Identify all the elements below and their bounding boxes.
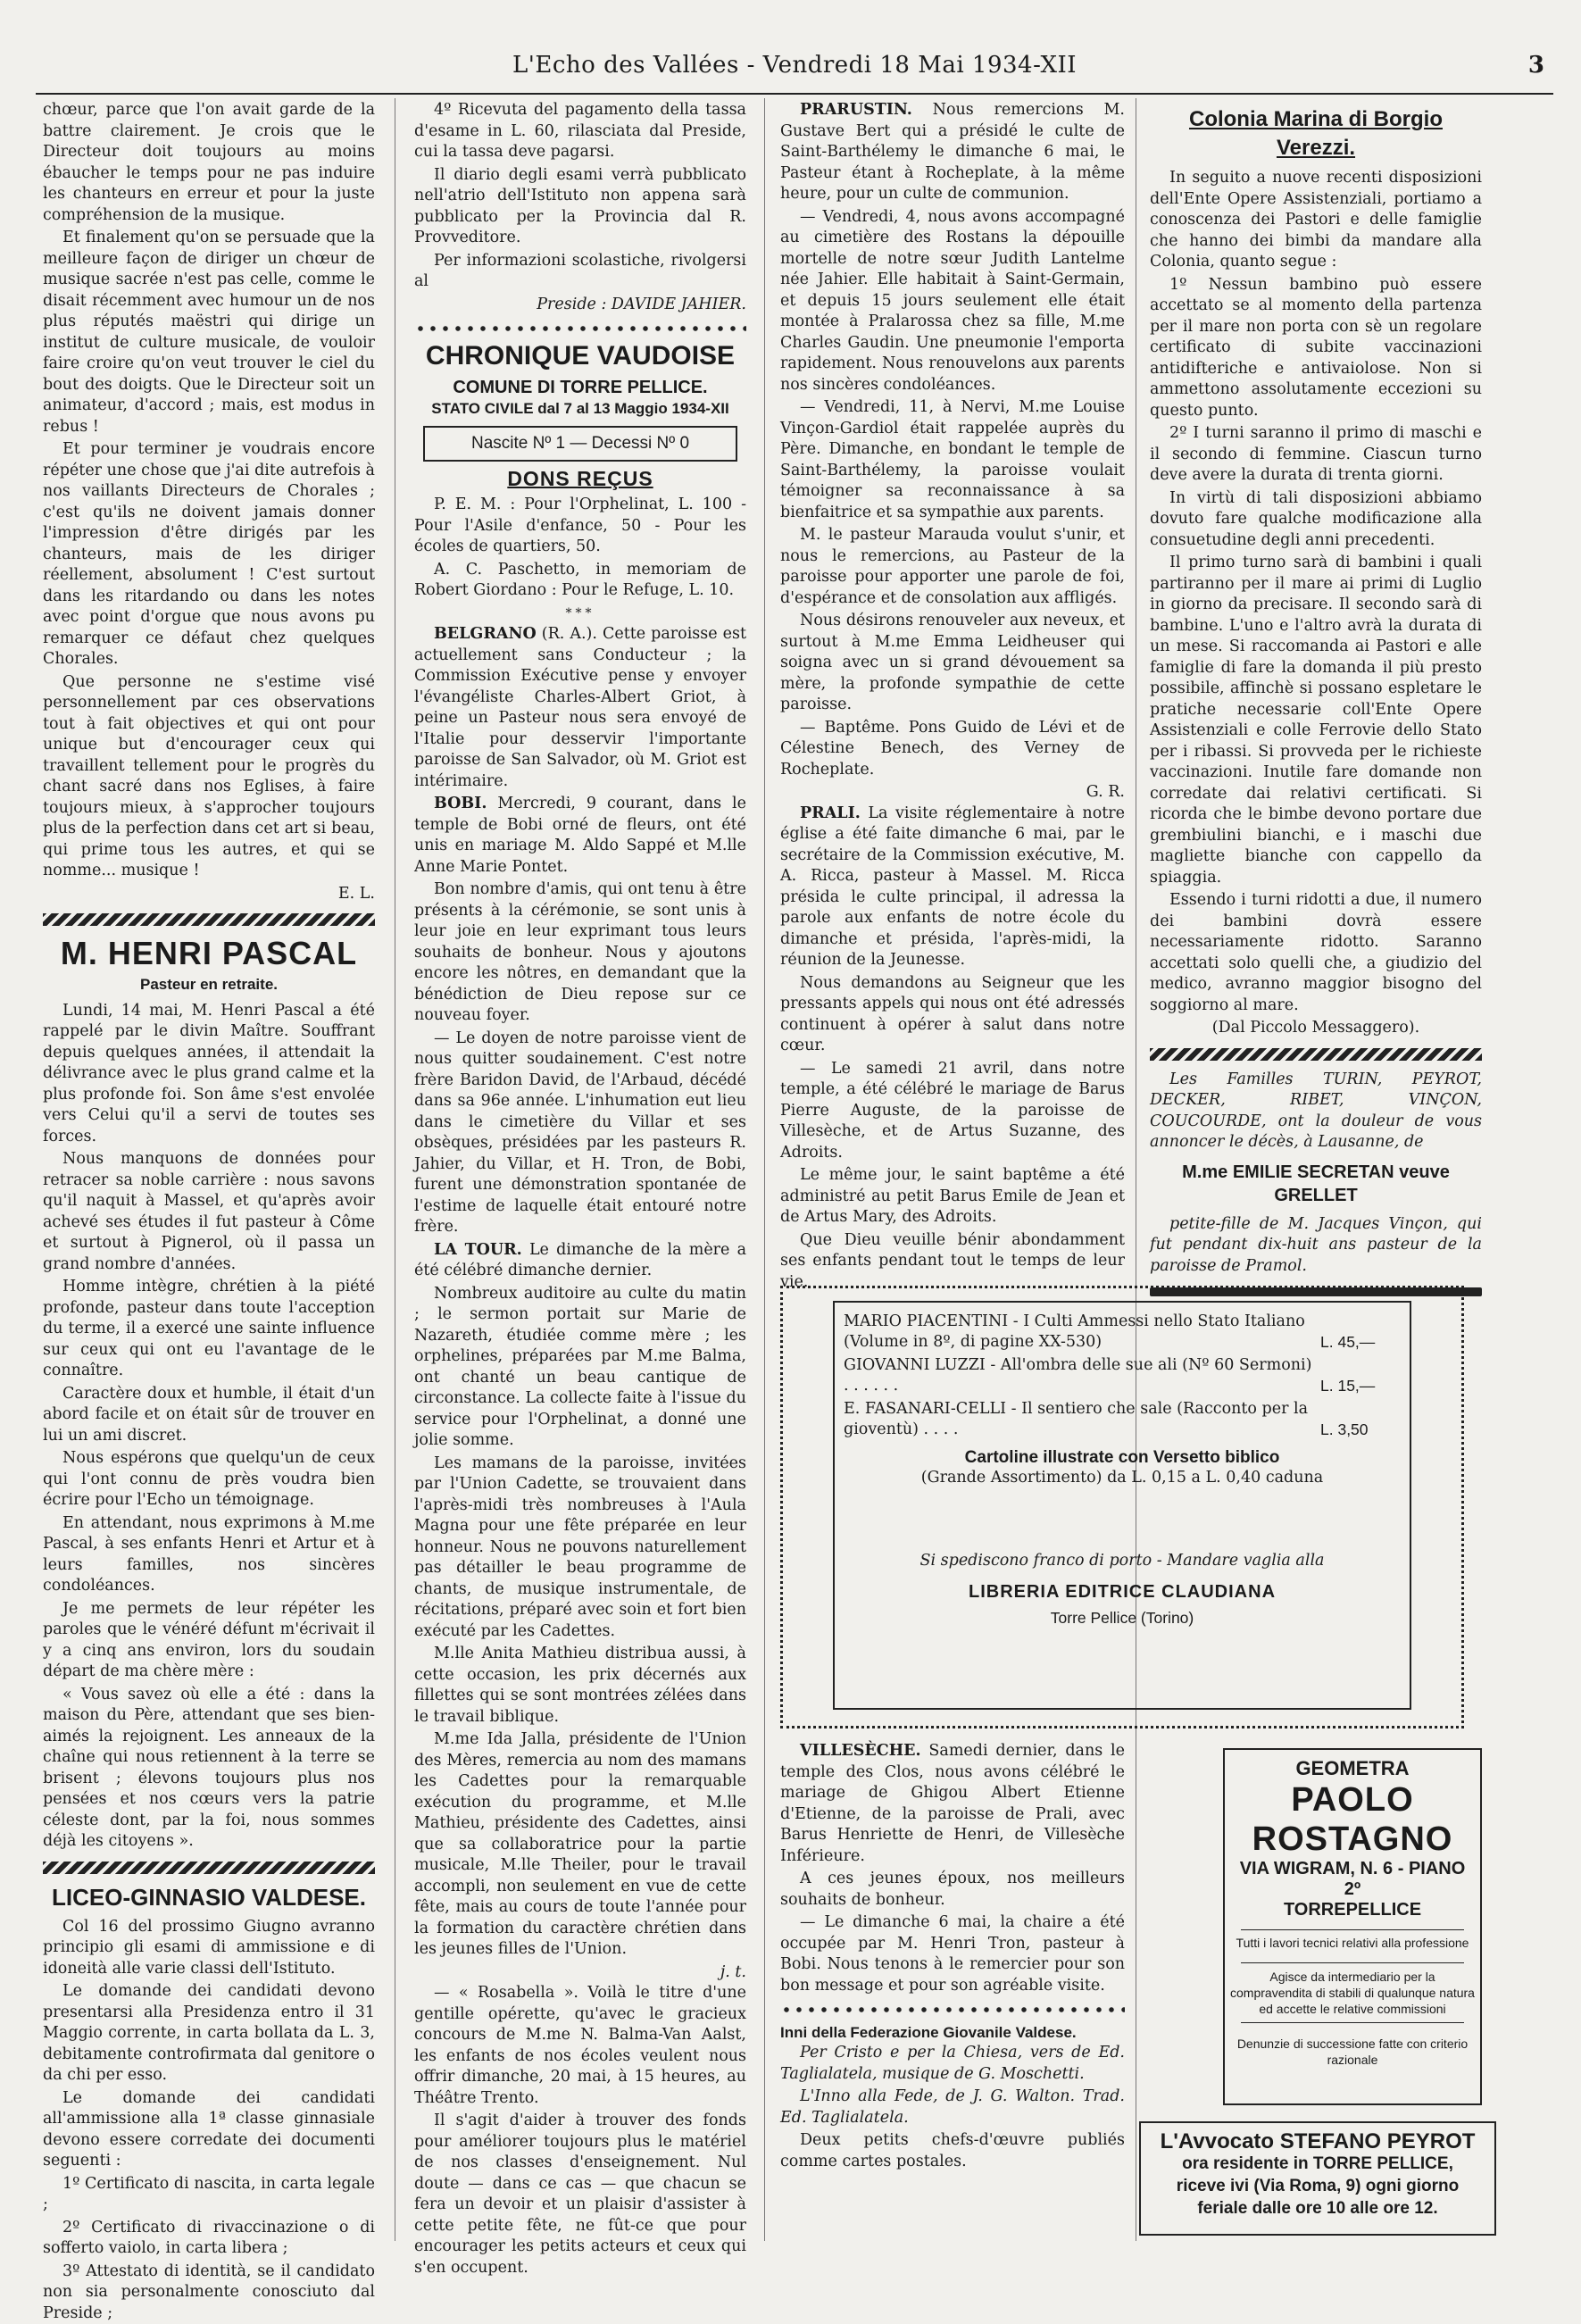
masthead-title: L'Echo des Vallées - Vendredi 18 Mai 1934-XII [36,52,1553,79]
book-price: L. 45,— [1320,1332,1401,1353]
article-paragraph: In virtù di tali disposizioni abbiamo dovuto fare qualche modificazione alla consuetudine degli anni precedenti. [1150,488,1482,552]
ad-line: Denunzie di successione fatte con criterio razionale [1230,2036,1475,2068]
place-name: PRALI. [800,804,861,822]
book-listing [844,1355,1401,1396]
article-paragraph [414,624,746,792]
article-paragraph: — Vendredi, 4, nous avons accompagné au cimetière des Rostans la dépouille mortelle de notre sœur Judith Lantelme née Jahier. Elle habitait à Saint-Germain, et depuis 15 jours seulement elle était montée à Pralarossa chez sa fille, M.me Charles Gaudin. Une pneumonie l'emporta rapidement. Nous renouvelons aux parents nos sincères condoléances. [780,207,1125,396]
article-paragraph [780,100,1125,205]
comune-title: COMUNE DI TORRE PELLICE. [414,376,746,399]
article-paragraph: Il diario degli esami verrà pubblicato nell'atrio dell'Istituto non appena sarà pubblicato per la Provincia dal R. Provveditore. [414,165,746,249]
paragraph-text: Le dimanche de la mère a été célébré dimanche dernier. [414,1241,746,1280]
column-3-lower [780,1741,1125,2174]
dons-title: DONS REÇUS [414,469,746,490]
section-divider [43,1862,375,1874]
article-paragraph: chœur, parce que l'on avait garde de la battre clairement. Je crois que le Directeur doit toujours au moins ébaucher le temps pour ne pas induire les chanteurs en erreur et pour la juste compréhension de la musique. [43,100,375,226]
ad-divider [1241,1929,1464,1930]
book-price: L. 15,— [1320,1376,1401,1396]
list-item: 3º Attestato di identità, se il candidato non sia personalmente conosciuto dal Preside ; [43,2262,375,2324]
book-listing [844,1399,1401,1440]
chronique-title: CHRONIQUE VAUDOISE [414,342,746,371]
section-divider [414,322,746,335]
inni-title: Inni della Federazione Giovanile Valdese. [780,2023,1125,2043]
article-paragraph: A. C. Paschetto, in memoriam de Robert Giordano : Pour le Refuge, L. 10. [414,560,746,602]
death-notice-text: Les Familles TURIN, PEYROT, DECKER, RIBET, VINÇON, COUCOURDE, ont la douleur de vous annoncer le décès, à Lausanne, de [1150,1070,1482,1154]
article-paragraph: Nous désirons renouveler aux neveux, et surtout à M.me Emma Leidheuser qui soigna avec un si grand dévouement sa mère, la profonde sympathie de cette paroisse. [780,611,1125,716]
article-paragraph: Deux petits chefs-d'œuvre publiés comme cartes postales. [780,2130,1125,2172]
article-paragraph: Il primo turno sarà di bambini i quali partiranno per il mare ai primi di Luglio in giorno da precisare. Il secondo sarà di bambine. L'uno e l'altro avrà la durata di un mese. Si raccomanda ai Pastori e alle famiglie di fare la domanda il più presto possibile, affinchè si possano espletare le pratiche necessarie coll'Ente Opere Assistenziali e colle Ferrovie dello Stato per i ribassi. Si provveda per le richieste vaccinazioni. Inutile fare domande non corredate dai relativi certificati. Si ricorda che le bimbe devono portare due grembiulini bianchi, e i maschi due magliette bianche con cappello da spiaggia. [1150,553,1482,888]
publisher-location: Torre Pellice (Torino) [844,1608,1401,1628]
book-title: GIOVANNI LUZZI - All'ombra delle sue ali (Nº 60 Sermoni) . . . . . . [844,1355,1320,1396]
book-listing [844,1312,1401,1353]
column-3 [780,100,1125,1279]
ad-divider [1241,1962,1464,1963]
article-paragraph: Nous manquons de données pour retracer sa noble carrière : nous savons qu'il naquit à Massel, et qu'après avoir achevé ses études il fut pasteur à Côme et surtout à Pignerol, où il passa un grand nombre d'années. [43,1149,375,1275]
separator-stars: *** [414,604,746,625]
article-paragraph: P. E. M. : Pour l'Orphelinat, L. 100 - Pour l'Asile d'enfance, 50 - Pour les écoles de quartiers, 50. [414,495,746,558]
list-item: 4º Ricevuta del pagamento della tassa d'esame in L. 60, rilasciata dal Preside, cui la tassa deve pagarsi. [414,100,746,163]
page-number: 3 [1528,52,1544,79]
cartoline-title: Cartoline illustrate con Versetto biblico [844,1447,1401,1468]
article-paragraph: A ces jeunes époux, nos meilleurs souhaits de bonheur. [780,1869,1125,1911]
article-paragraph: Bon nombre d'amis, qui ont tenu à être présents à la cérémonie, se sont unis à leur joie en leur exprimant tous leurs souhaits de bonheur. Nous y ajoutons encore les nôtres, en demandant que la bénédiction de Dieu repose sur ce nouveau foyer. [414,879,746,1027]
death-notice-text: petite-fille de M. Jacques Vinçon, qui fut pendant dix-huit ans pasteur de la paroisse de Pramol. [1150,1214,1482,1278]
article-paragraph: Il s'agit d'aider à trouver des fonds pour améliorer toujours plus le matériel de nos classes d'enseignement. Nul doute — dans ce cas — que chacun se fera un devoir et un plaisir d'assister à cette petite fête, ne fût-ce que pour encourager les petits acteurs et ceux qui s'en occupent. [414,2111,746,2278]
place-name: PRARUSTIN. [800,101,912,119]
section-divider [780,2003,1125,2016]
article-paragraph: Col 16 del prossimo Giugno avranno principio gli esami di ammissione e di idoneità alle varie classi dell'Istituto. [43,1917,375,1980]
ad-line: Tutti i lavori tecnici relativi alla professione [1230,1936,1475,1950]
article-paragraph: Le même jour, le saint baptême a été administré au petit Barus Emile de Jean et de Artus Mary, des Adroits. [780,1165,1125,1229]
article-paragraph: Essendo i turni ridotti a due, il numero dei bambini dovrà essere necessariamente ridotto. Saranno accettati solo quelli che, a giudizio del medico, avranno maggior bisogno del soggiorno al mare. [1150,890,1482,1016]
article-paragraph: Je me permets de leur répéter les paroles que le vénéré défunt m'écrivait il y a cinq ans environ, lors du soudain départ de ma chère mère : [43,1599,375,1683]
place-name: BOBI. [434,795,487,812]
ad-line: Agisce da intermediario per la compravendita di stabili di qualunque natura ed accette le relative commissioni [1230,1969,1475,2017]
column-1 [43,100,375,2238]
stato-civile: STATO CIVILE dal 7 al 13 Maggio 1934-XII [414,399,746,419]
colonia-title: Colonia Marina di Borgio Verezzi. [1150,105,1482,162]
section-divider [1150,1048,1482,1061]
article-paragraph: Nous espérons que quelqu'un de ceux qui l'ont connu de près voudra bien écrire pour l'Echo un témoignage. [43,1448,375,1512]
article-paragraph: M.me Ida Jalla, présidente de l'Union des Mères, remercia au nom des mamans les Cadettes pour la remarquable exécution du programme, et M.lle Mathieu, présidente des Cadettes, ainsi que sa collaboratrice pour la partie musicale, M.lle Theiler, pour le travail accompli, non seulement en vue de cette fête, mais au cours de toute l'année pour la formation du caractère chrétien dans les jeunes filles de l'Union. [414,1729,746,1961]
column-2 [414,100,746,2238]
article-paragraph: — Le doyen de notre paroisse vient de nous quitter soudainement. C'est notre frère Baridon David, de l'Arbaud, décédé dans sa 96e année. L'inhumation eut lieu dans le cimetière du Villar et ses obsèques, présidées par les pasteurs R. Jahier, du Villar, et H. Tron, de Bobi, furent une démonstration spontanée de l'estime de laquelle était entouré notre frère. [414,1029,746,1238]
article-paragraph: L'Inno alla Fede, de J. G. Walton. Trad. Ed. Taglialatela. [780,2087,1125,2128]
cartoline-subtitle: (Grande Assortimento) da L. 0,15 a L. 0,40 caduna [844,1468,1401,1488]
article-paragraph: — Le samedi 21 avril, dans notre temple, a été célébré le mariage de Barus Pierre Auguste, de la paroisse de Villesèche, et de Artus Suzanne, des Adroits. [780,1059,1125,1164]
preside-signature: Preside : DAVIDE JAHIER. [414,295,746,316]
ad-line: feriale dalle ore 10 alle ore 12. [1146,2197,1489,2220]
book-title: E. FASANARI-CELLI - Il sentiero che sale (Racconto per la gioventù) . . . . [844,1399,1320,1440]
article-paragraph: 1º Nessun bambino può essere accettato se al momento della partenza per il mare non porta con sè un regolare certificato di subite vaccinazioni antidifteriche e antivaiolose. Non si ammettono assolutamente eccezioni su questo punto. [1150,275,1482,422]
author-initials: j. t. [414,1962,746,1984]
ad-name: L'Avvocato STEFANO PEYROT [1146,2130,1489,2153]
author-signature: E. L. [43,884,375,905]
list-item: 1º Certificato di nascita, in carta legale ; [43,2174,375,2216]
article-paragraph: Que Dieu veuille bénir abondamment ses enfants pendant tout le temps de leur vie. [780,1230,1125,1294]
ad-name: PAOLO ROSTAGNO [1230,1780,1475,1859]
article-paragraph: 2º I turni saranno il primo di maschi e il secondo di femmine. Ciascun turno deve avere la durata di trenta giorni. [1150,423,1482,487]
ad-line: riceve ivi (Via Roma, 9) ogni giorno [1146,2175,1489,2197]
article-paragraph: Que personne ne s'estime visé personnellement par ces observations tout à fait objectives et qui ont pour unique but d'encourager ceux qui travaillent tellement pour le progrès du chant sacré dans nos Eglises, à faire toujours mieux, à s'approcher toujours plus de la perfection dans cet art si beau, qui prime tous les autres, et qui se nomme... musique ! [43,672,375,882]
book-title: MARIO PIACENTINI - I Culti Ammessi nello Stato Italiano (Volume in 8º, di pagine XX-530) [844,1312,1320,1353]
article-paragraph: In seguito a nuove recenti disposizioni dell'Ente Opere Assistenziali, portiamo a conoscenza dei Pastori e delle famiglie che hanno dei bimbi da mandare alla Colonia, quanto segue : [1150,168,1482,273]
liceo-title: LICEO-GINNASIO VALDESE. [43,1883,375,1912]
article-paragraph: Per Cristo e per la Chiesa, vers de Ed. Taglialatela, musique de G. Moschetti. [780,2043,1125,2085]
article-paragraph: En attendant, nous exprimons à M.me Pascal, à ses enfants Henri et Artur et à leurs familles, nos sincères condoléances. [43,1513,375,1597]
article-paragraph: Le domande dei candidati all'ammissione alla 1ª classe ginnasiale devono essere corredate dei documenti seguenti : [43,2088,375,2172]
article-paragraph: M.lle Anita Mathieu distribua aussi, à cette occasion, les prix décernés aux fillettes qui se sont montrées zélées dans le travail biblique. [414,1644,746,1728]
place-name: VILLESÈCHE. [800,1742,921,1760]
article-paragraph: Lundi, 14 mai, M. Henri Pascal a été rappelé par le divin Maître. Souffrant depuis quelques années, il attendait la délivrance avec le plus grand calme et la plus profonde foi. Son âme s'est envolée vers Celui qu'il a servi de toutes ses forces. [43,1001,375,1148]
source-note: (Dal Piccolo Messaggero). [1150,1018,1482,1039]
claudiana-advertisement [780,1286,1464,1728]
place-name: LA TOUR. [434,1241,522,1259]
article-paragraph [780,804,1125,971]
birth-death-box: Nascite Nº 1 — Decessi Nº 0 [423,426,737,462]
ad-town: TORREPELLICE [1230,1900,1475,1920]
peyrot-advertisement [1139,2121,1496,2236]
article-paragraph: — Baptême. Pons Guido de Lévi et de Célestine Benech, des Verney de Rocheplate. [780,718,1125,781]
publisher-name: LIBRERIA EDITRICE CLAUDIANA [844,1582,1401,1603]
book-price: L. 3,50 [1320,1420,1401,1440]
article-paragraph: Per informazioni scolastiche, rivolgersi al [414,251,746,293]
article-paragraph: Caractère doux et humble, il était d'un abord facile et on était sûr de trouver en lui un ami discret. [43,1384,375,1447]
ad-inner-frame [833,1301,1411,1710]
article-paragraph: M. le pasteur Marauda voulut s'unir, et nous le remercions, au Pasteur de la paroisse pour apporter une parole de foi, d'espérance et de consolation aux affligés. [780,525,1125,609]
article-paragraph: Les mamans de la paroisse, invitées par l'Union Cadette, se trouvaient dans l'après-midi très nombreuses à l'Aula Magna pour une fête préparée en leur honneur. Nous ne pouvons naturellement pas détailler le beau programme de chants, de musique instrumentale, de récitations, préparé avec soin et fort bien exécuté par les Cadettes. [414,1454,746,1643]
article-paragraph: Le domande dei candidati devono presentarsi alla Presidenza entro il 31 Maggio corrente, in carta bollata da L. 3, debitamente controfirmata dal genitore o da chi per esso. [43,1981,375,2087]
ad-address: VIA WIGRAM, N. 6 - PIANO 2º [1230,1859,1475,1900]
paragraph-text: Nous remercions M. Gustave Bert qui a présidé le culte de Saint-Barthélemy le dimanche 6 mai, le Pasteur étant à Rocheplate, à la même heure, pour un culte de communion. [780,101,1125,203]
obituary-title: M. HENRI PASCAL [43,935,375,972]
deceased-name: M.me EMILIE SECRETAN veuve GRELLET [1150,1161,1482,1207]
ad-line: GEOMETRA [1230,1757,1475,1780]
article-paragraph: Homme intègre, chrétien à la piété profonde, pasteur dans toute l'acception du terme, il a exercé une sainte influence sur ceux qui ont eu l'avantage de le connaître. [43,1277,375,1382]
article-paragraph: — Le dimanche 6 mai, la chaire a été occupée par M. Henri Tron, pasteur à Bobi. Nous tenons à le remercier pour son bon message et pour son agréable visite. [780,1912,1125,1996]
article-paragraph: Et pour terminer je voudrais encore répéter une chose que j'ai dite autrefois à nos vaillants Directeurs de Chorales ; c'est qu'ils ne doivent jamais donner l'impression d'être dirigés par les chanteurs, mais de les diriger réellement, absolument ! C'est surtout dans les ritardando ou dans les notes avec point d'orgue que nous avons pu remarquer ce défaut chez quelques Chorales. [43,439,375,671]
article-paragraph: — « Rosabella ». Voilà le titre d'une gentille opérette, qu'avec le gracieux concours de M.me N. Balma-Van Aalst, les enfants de nos écoles veulent nous offrir dimanche, 20 mai, à 15 heures, au Théâtre Trento. [414,1983,746,2109]
rostagno-advertisement [1223,1748,1482,2105]
article-paragraph [414,794,746,878]
column-divider [764,98,765,2241]
paragraph-text: Samedi dernier, dans le temple des Clos, nous avons célébré le mariage de Ghigou Albert Etienne d'Etienne, de la paroisse de Prali, avec Barus Henriette de Henri, de Villesèche Inférieure. [780,1742,1125,1865]
paragraph-text: La visite réglementaire à notre église a été faite dimanche 6 mai, par le secrétaire de la Commission exécutive, M. A. Ricca, pasteur à Massel. M. Ricca présida le culte principal, il adressa la parole aux enfants de notre école du dimanche et présida, l'après-midi, la réunion de la Jeunesse. [780,804,1125,970]
article-paragraph: « Vous savez où elle a été : dans la maison du Père, attendant que ses bien-aimés la rejoignent. Les anneaux de la chaîne qui nous retiennent à la terre se brisent ; élevons toujours plus nos pensées et nos cœurs vers la patrie céleste dont, par la foi, nous sommes déjà les citoyens ». [43,1685,375,1853]
paragraph-text: (R. A.). Cette paroisse est actuellement sans Conducteur ; la Commission Exécutive pense y envoyer l'évangéliste Charles-Albert Griot, à peine un Pasteur nous sera envoyé de l'Italie pour desservir l'importante paroisse de San Salvador, où M. Griot est intérimaire. [414,625,746,790]
shipping-note: Si spediscono franco di porto - Mandare vaglia alla [844,1551,1401,1571]
article-paragraph: Nombreux auditoire au culte du matin ; le sermon portait sur Marie de Nazareth, étudiée comme mère ; les orphelines, préparées par M.me Balma, ont chanté un beau cantique de circonstance. La collecte faite à l'issue du service pour l'Orphelinat, a donné une jolie somme. [414,1284,746,1452]
article-paragraph: — Vendredi, 11, à Nervi, M.me Louise Vinçon-Gardiol était rappelée auprès du Père. Dimanche, en bondant le temple de Saint-Barthélemy, la paroisse voulait témoigner sa reconnaissance à sa bienfaitrice et sa sympathie aux parents. [780,397,1125,523]
ad-divider [1241,2022,1464,2023]
place-name: BELGRANO [434,625,537,643]
article-paragraph: Nous demandons au Seigneur que les pressants appels qui nous ont été adressés continuent à opérer à salut dans notre cœur. [780,973,1125,1057]
article-paragraph [414,1240,746,1282]
ad-line: ora residente in TORRE PELLICE, [1146,2153,1489,2175]
paragraph-text: Mercredi, 9 courant, dans le temple de Bobi orné de fleurs, ont été unis en mariage M. Aldo Sappé et M.lle Anne Marie Pontet. [414,795,746,876]
page-header [36,52,1553,95]
list-item: 2º Certificato di rivaccinazione o di sofferto vaiolo, in carta libera ; [43,2218,375,2260]
article-paragraph: Et finalement qu'on se persuade que la meilleure façon de diriger un chœur de musique sacrée n'est pas celle, comme le disait récemment avec humour un de nos plus réputés maëstri qui dirige un institut de culture musicale, de vouloir faire croire qu'on veut trouver le ciel du bout des doigts. Que le Directeur soit un animateur, d'accord ; mais, est modus in rebus ! [43,228,375,437]
section-divider [43,913,375,926]
author-initials: G. R. [780,782,1125,804]
article-paragraph [780,1741,1125,1867]
obituary-subtitle: Pasteur en retraite. [43,974,375,995]
